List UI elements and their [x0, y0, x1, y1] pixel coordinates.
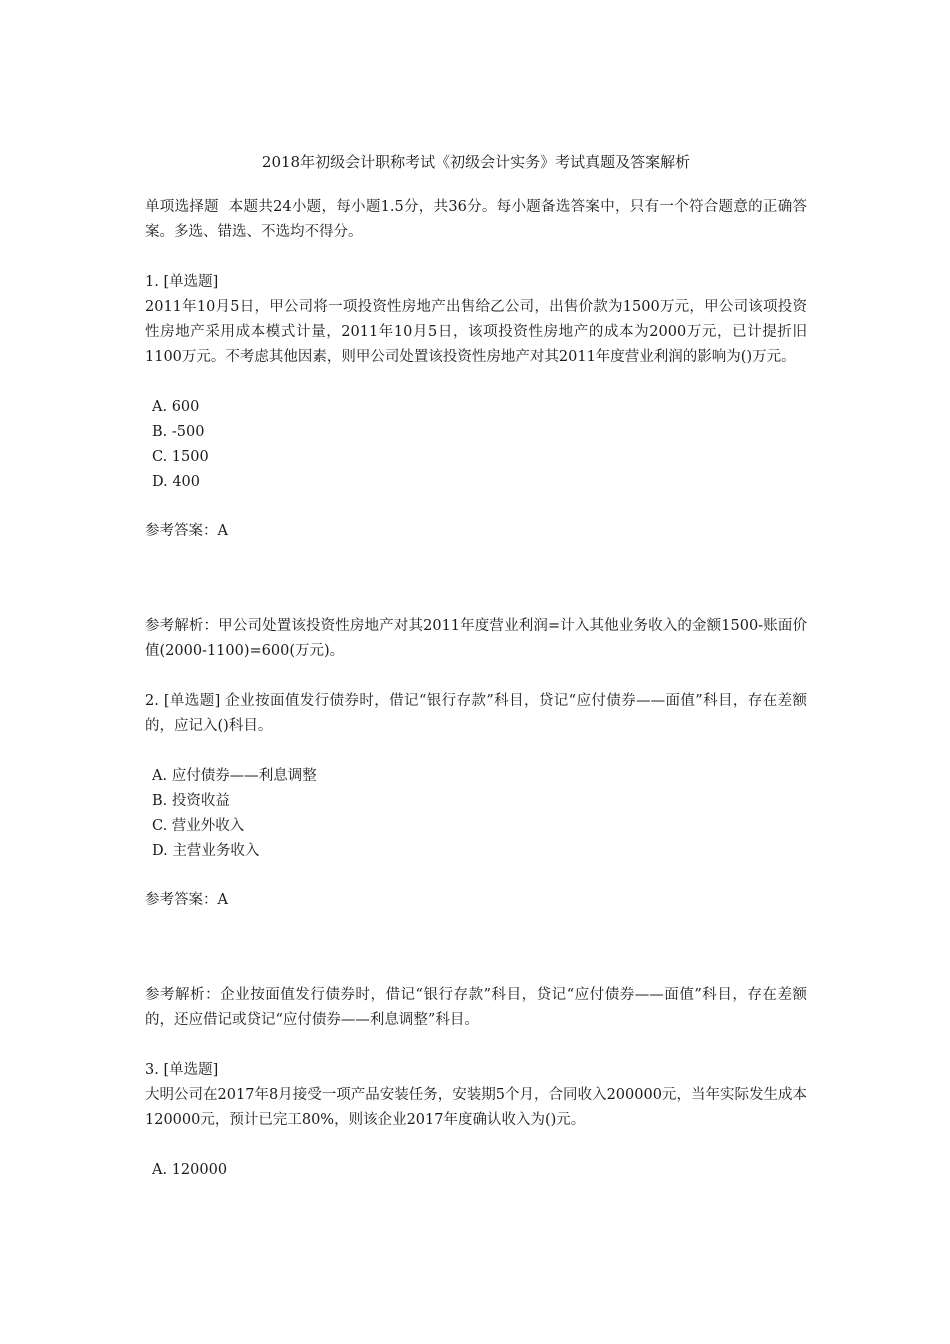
question-2-analysis: 参考解析：企业按面值发行债券时，借记“银行存款”科目，贷记“应付债券——面值”科目，存在差额的，还应借记或贷记“应付债券——利息调整”科目。: [145, 987, 807, 1028]
option-a: A. 120000: [152, 1162, 228, 1178]
question-3-head: 3. [单选题]: [145, 1062, 219, 1078]
question-2-text: 2. [单选题] 企业按面值发行债券时，借记“银行存款”科目，贷记“应付债券——面值”科目，存在差额的，应记入()科目。: [145, 693, 807, 734]
document-page: [145, 150, 807, 1207]
option-c: C. 营业外收入: [152, 818, 245, 834]
question-3-text: 大明公司在2017年8月接受一项产品安装任务，安装期5个月，合同收入200000元，当年实际发生成本120000元，预计已完工80%，则该企业2017年度确认收入为()元。: [145, 1087, 807, 1128]
question-2-answer: 参考答案：A: [145, 892, 228, 908]
question-1-text: 2011年10月5日，甲公司将一项投资性房地产出售给乙公司，出售价款为1500万元，甲公司该项投资性房地产采用成本模式计量，2011年10月5日，该项投资性房地产的成本为2000万元，已计提折旧1100万元。不考虑其他因素，则甲公司处置该投资性房地产对其2011年度营业利润的影响为()万元。: [145, 299, 807, 365]
question-1: [145, 270, 807, 664]
question-2: [145, 689, 807, 1033]
section-intro: 单项选择题 本题共24小题，每小题1.5分，共36分。每小题备选答案中，只有一个符合题意的正确答案。多选、错选、不选均不得分。: [145, 199, 807, 240]
document-title: 2018年初级会计职称考试《初级会计实务》考试真题及答案解析: [261, 153, 691, 171]
question-3: [145, 1058, 807, 1183]
option-b: B. 投资收益: [152, 793, 230, 809]
question-1-head: 1. [单选题]: [145, 274, 219, 290]
question-1-answer: 参考答案：A: [145, 523, 228, 539]
option-a: A. 600: [152, 399, 200, 415]
question-2-options: [145, 764, 807, 864]
option-d: D. 主营业务收入: [152, 843, 260, 859]
option-a: A. 应付债券——利息调整: [152, 768, 317, 784]
question-1-options: [145, 395, 807, 495]
question-1-analysis: 参考解析：甲公司处置该投资性房地产对其2011年度营业利润=计入其他业务收入的金额1500-账面价值(2000-1100)=600(万元)。: [145, 618, 807, 659]
option-d: D. 400: [152, 474, 201, 490]
option-c: C. 1500: [152, 449, 209, 465]
question-3-options: [145, 1158, 807, 1183]
option-b: B. -500: [152, 424, 205, 440]
